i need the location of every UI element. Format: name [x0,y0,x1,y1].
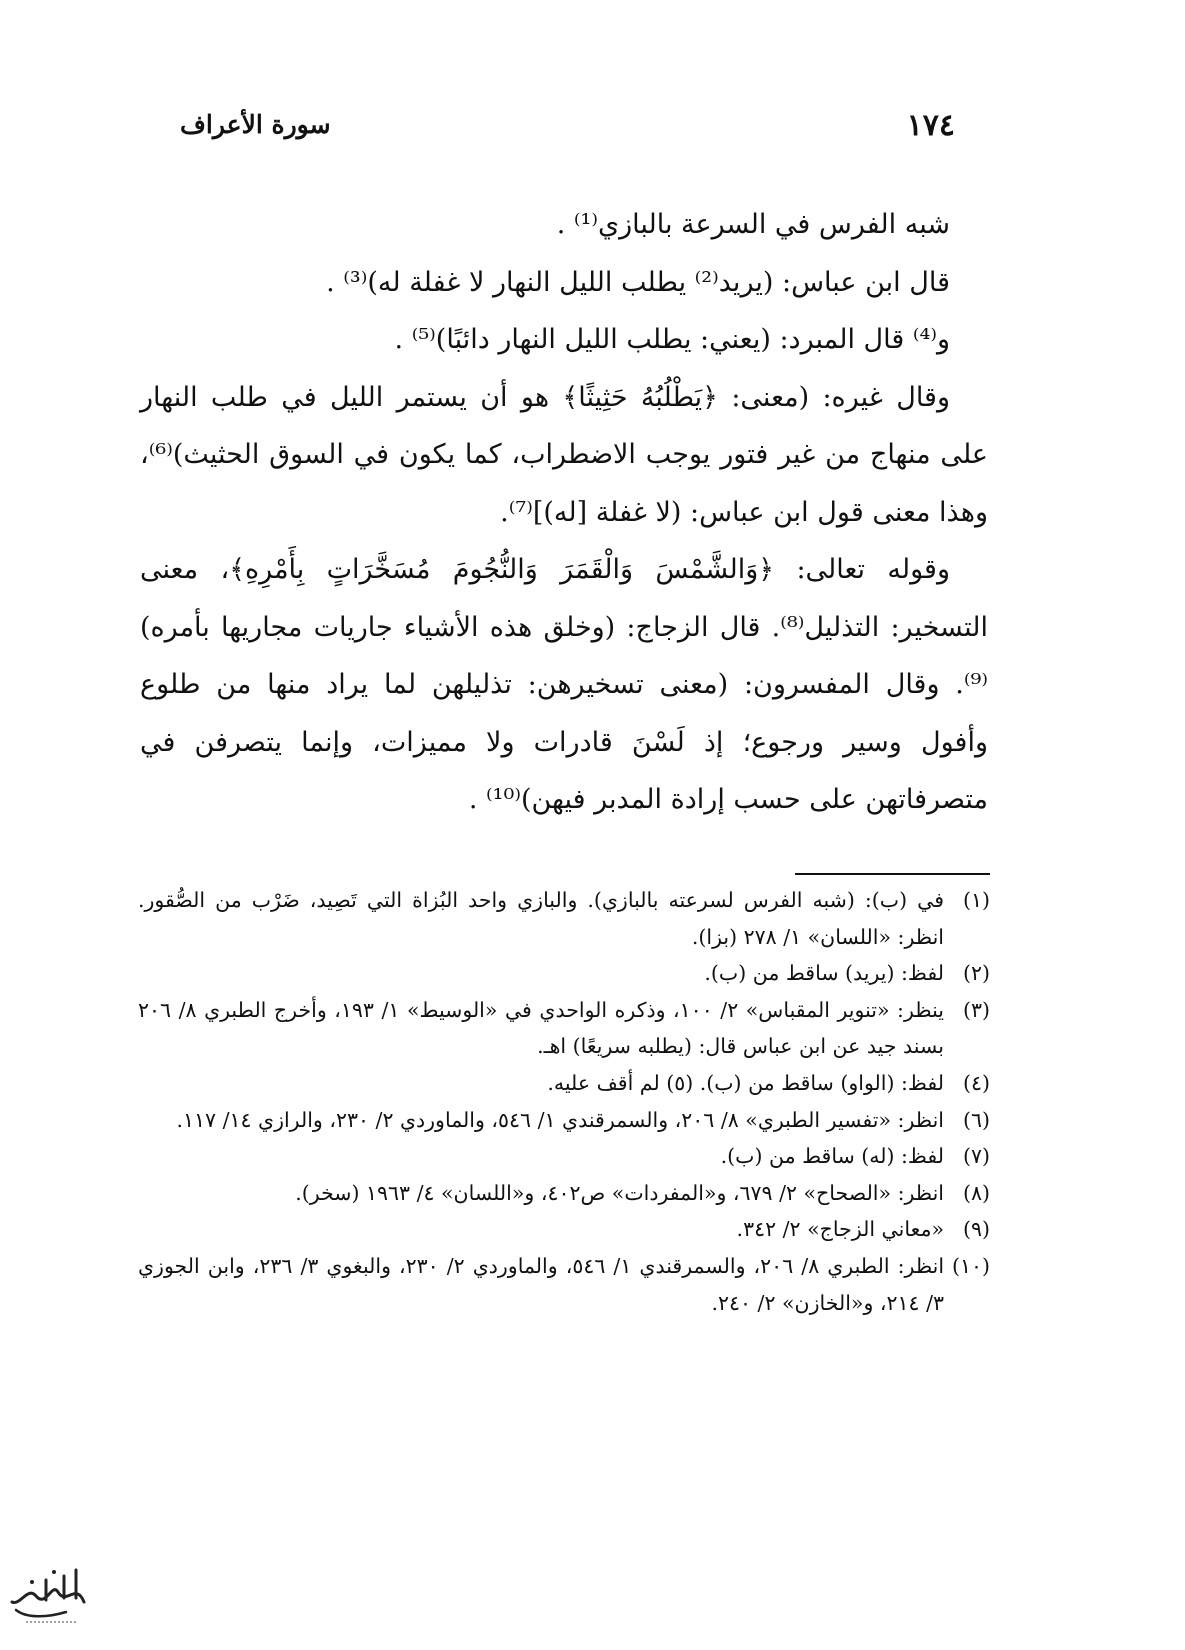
paragraph: وقال غيره: (معنى: ﴿يَطْلُبُهُ حَثِيثًا﴾ هو أن يستمر الليل في طلب النهار على منهاج من غير فتور يوجب الاضطراب، كما يكون في السوق الحثيث)⁽⁶⁾، وهذا معنى قول ابن عباس: (لا غفلة [له)]⁽⁷⁾. [140,381,988,528]
footnote-text: انظر: «تفسير الطبري» ٨/ ٢٠٦، والسمرقندي ١/ ٥٤٦، والماوردي ٢/ ٢٣٠، والرازي ١٤/ ١١٧. [176,1107,944,1132]
paragraph: و⁽⁴⁾ قال المبرد: (يعني: يطلب الليل النهار دائبًا)⁽⁵⁾ . [394,324,950,355]
footnote-separator [795,873,990,875]
footnote [138,1102,990,1139]
footnote-text: لفظ: (يريد) ساقط من (ب). [704,961,944,986]
footnote [138,1175,990,1212]
footnote-number: (٧) [962,1144,990,1169]
footnote-text: انظر: «الصحاح» ٢/ ٦٧٩، و«المفردات» ص٤٠٢، و«اللسان» ٤/ ١٩٦٣ (سخر). [295,1180,944,1205]
footnote [138,955,990,992]
footnote [138,1211,990,1248]
footnote [138,882,990,955]
publisher-logo [6,1562,90,1626]
paragraph: قال ابن عباس: (يريد⁽²⁾ يطلب الليل النهار لا غفلة له)⁽³⁾ . [326,266,950,298]
footnote-number: (٣) [962,997,990,1022]
footnote-text: انظر: الطبري ٨/ ٢٠٦، والسمرقندي ١/ ٥٤٦، والماوردي ٢/ ٢٣٠، والبغوي ٣/ ٢٣٦، وابن الجوزي ٣/ ٢١٤، و«الخازن» ٢/ ٢٤٠. [138,1253,945,1315]
footnote-text: لفظ: (له) ساقط من (ب). [720,1144,944,1169]
footnote-number: (٨) [962,1180,990,1205]
footnote [138,1065,990,1102]
footnote-text: لفظ: (الواو) ساقط من (ب). (٥) لم أقف عليه. [547,1070,944,1095]
footnote-number: (٦) [962,1107,990,1132]
paragraph: شبه الفرس في السرعة بالبازي⁽¹⁾ . [556,209,950,240]
footnote-text: «معاني الزجاج» ٢/ ٣٤٢. [736,1217,944,1242]
surah-title: سورة الأعراف [180,110,331,139]
footnote-number: (٤) [962,1070,990,1095]
footnote-number: (٩) [962,1217,990,1242]
footnote [138,1138,990,1175]
footnote [138,1248,990,1321]
footnote-number: (١٠) [951,1253,990,1278]
page-header [180,108,955,158]
footnote-number: (٢) [962,961,990,986]
page-number: ١٧٤ [906,108,955,143]
footnote [138,992,990,1065]
footnote-text: في (ب): (شبه الفرس لسرعته بالبازي). والبازي واحد البُزاة التي تَصِيد، ضَرْب من الصُّقور. انظر: «اللسان» ١/ ٢٧٨ (بزا). [138,888,944,949]
paragraph: وقوله تعالى: ﴿وَالشَّمْسَ وَالْقَمَرَ وَالنُّجُومَ مُسَخَّرَاتٍ بِأَمْرِهِ﴾، معنى التسخير: التذليل⁽⁸⁾. قال الزجاج: (وخلق هذه الأشياء جاريات مجاريها بأمره)⁽⁹⁾. وقال المفسرون: (معنى تسخيرهن: تذليلهن لما يراد منها من طلوع وأفول وسير ورجوع؛ إذ لَسْنَ قادرات ولا مميزات، وإنما يتصرفن في متصرفاتهن على حسب إرادة المدبر فيهن)⁽¹⁰⁾ . [140,554,988,815]
main-text [140,196,988,829]
footnote-number: (١) [962,888,990,912]
footnotes [138,882,990,1321]
footnote-text: ينظر: «تنوير المقباس» ٢/ ١٠٠، وذكره الواحدي في «الوسيط» ١/ ١٩٣، وأخرج الطبري ٨/ ٢٠٦ بسند جيد عن ابن عباس قال: (يطلبه سريعًا) اهـ. [138,997,944,1059]
